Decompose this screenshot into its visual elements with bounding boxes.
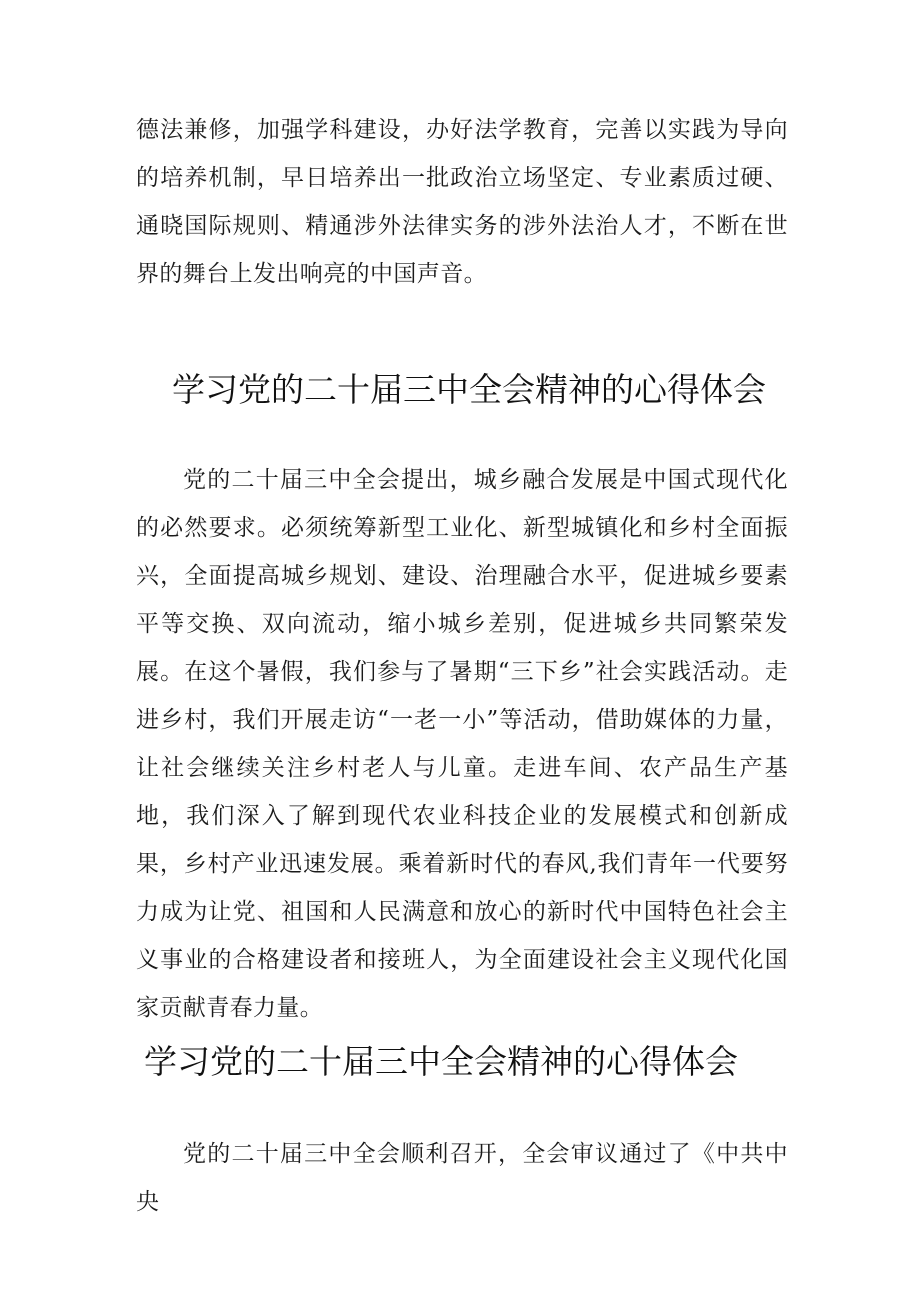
paragraph-body: 党的二十届三中全会顺利召开，全会审议通过了《中共中央: [136, 1141, 788, 1215]
paragraph-body: 党的二十届三中全会提出，城乡融合发展是中国式现代化的必然要求。必须统筹新型工业化、新型城镇化和乡村全面振兴，全面提高城乡规划、建设、治理融合水平，促进城乡要素平等交换、双向流动，缩小城乡差别，促进城乡共同繁荣发展。在这个暑假，我们参与了暑期“三下乡”社会实践活动。走进乡村，我们开展走访“一老一小”等活动，借助媒体的力量，让社会继续关注乡村老人与儿童。走进车间、农产品生产基地，我们深入了解到现代农业科技企业的发展模式和创新成果，乡村产业迅速发展。乘着新时代的春风,我们青年一代要努力成为让党、祖国和人民满意和放心的新时代中国特色社会主义事业的合格建设者和接班人，为全面建设社会主义现代化国家贡献青春力量。: [136, 467, 788, 1021]
section-title: 学习党的二十届三中全会精神的心得体会: [144, 1042, 738, 1081]
section-title: 学习党的二十届三中全会精神的心得体会: [172, 370, 766, 409]
paragraph-continued: 德法兼修，加强学科建设，办好法学教育，完善以实践为导向的培养机制，早日培养出一批政治立场坚定、专业素质过硬、通晓国际规则、精通涉外法律实务的涉外法治人才，不断在世界的舞台上发出响亮的中国声音。: [136, 117, 788, 287]
